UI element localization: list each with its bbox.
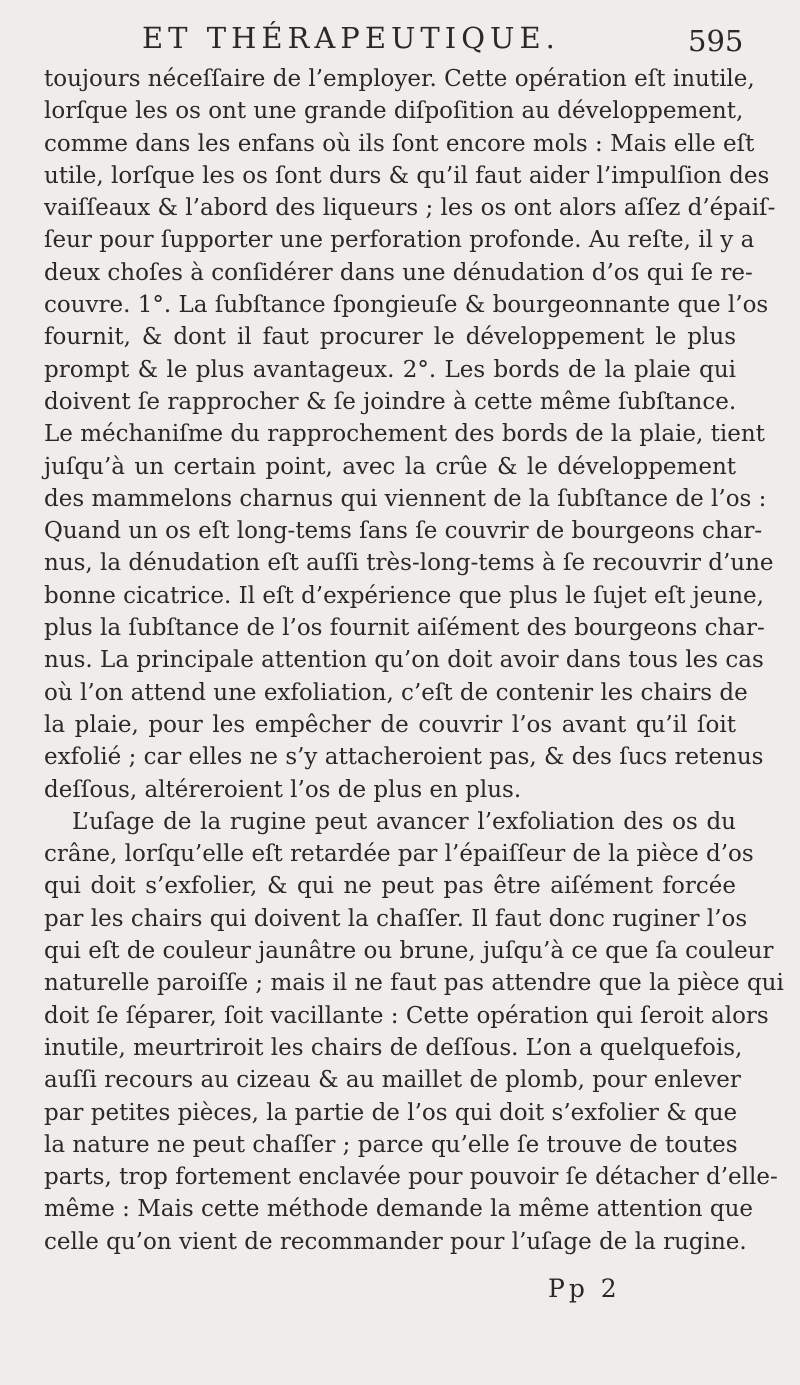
text-line: inutile, meurtriroit les chairs de deſſous. L’on a quelquefois,	[44, 1034, 743, 1061]
paragraph-1	[44, 63, 776, 806]
text-line: parts, trop fortement enclavée pour pouvoir ſe détacher d’elle-	[44, 1164, 778, 1191]
text-line: qui eſt de couleur jaunâtre ou brune, juſqu’à ce que ſa couleur	[44, 938, 774, 965]
text-line: naturelle paroiſſe ; mais il ne faut pas attendre que la pièce qui	[44, 970, 784, 997]
text-line: Le méchaniſme du rapprochement des bords de la plaie, tient	[44, 421, 765, 448]
text-line: bonne cicatrice. Il eſt d’expérience que plus le ſujet eſt jeune,	[44, 582, 764, 609]
text-line: L’uſage de la rugine peut avancer l’exfoliation des os du	[72, 808, 736, 835]
signature-mark: Pp 2	[548, 1274, 621, 1303]
text-line: par petites pièces, la partie de l’os qui doit s’exfolier & que	[44, 1099, 738, 1126]
text-line: comme dans les enfans où ils ſont encore mols : Mais elle eſt	[44, 130, 755, 157]
text-line: plus la ſubſtance de l’os fournit aiſément des bourgeons char-	[44, 615, 765, 642]
text-line: utile, lorſque les os ſont durs & qu’il faut aider l’impulſion des	[44, 162, 770, 189]
text-line: prompt & le plus avantageux. 2°. Les bords de la plaie qui	[44, 356, 736, 383]
page-number: 595	[688, 24, 744, 58]
text-line: deſſous, altéreroient l’os de plus en plus.	[44, 776, 522, 803]
text-line: vaiſſeaux & l’abord des liqueurs ; les os ont alors aſſez d’épaiſ-	[44, 195, 776, 222]
text-line: qui doit s’exfolier, & qui ne peut pas être aiſément forcée	[44, 873, 736, 900]
text-line: doit ſe ſéparer, ſoit vacillante : Cette opération qui ſeroit alors	[44, 1002, 769, 1029]
text-line: des mammelons charnus qui viennent de la ſubſtance de l’os :	[44, 485, 767, 512]
text-line: celle qu’on vient de recommander pour l’uſage de la rugine.	[44, 1228, 747, 1255]
text-line: où l’on attend une exfoliation, c’eſt de contenir les chairs de	[44, 679, 748, 706]
text-line: la plaie, pour les empêcher de couvrir l’os avant qu’il ſoit	[44, 711, 736, 738]
running-head	[0, 18, 800, 58]
text-line: ſeur pour ſupporter une perforation profonde. Au reſte, il y a	[44, 227, 755, 254]
text-line: même : Mais cette méthode demande la même attention que	[44, 1196, 754, 1223]
text-line: nus. La principale attention qu’on doit avoir dans tous les cas	[44, 647, 764, 674]
running-title: ET THÉRAPEUTIQUE.	[142, 21, 560, 55]
text-line: exfolié ; car elles ne s’y attacheroient pas, & des ſucs retenus	[44, 744, 764, 771]
text-line: lorſque les os ont une grande diſpoſition au développement,	[44, 98, 744, 125]
body-text	[44, 63, 784, 1258]
text-line: toujours néceſſaire de l’employer. Cette opération eſt inutile,	[44, 66, 755, 92]
text-line: fournit, & dont il faut procurer le développement le plus	[44, 324, 736, 351]
text-line: Quand un os eſt long-tems ſans ſe couvrir de bourgeons char-	[44, 518, 763, 545]
text-line: couvre. 1°. La ſubſtance ſpongieuſe & bourgeonnante que l’os	[44, 292, 769, 319]
text-line: la nature ne peut chaſſer ; parce qu’elle ſe trouve de toutes	[44, 1131, 738, 1158]
text-line: crâne, lorſqu’elle eſt retardée par l’épaiſſeur de la pièce d’os	[44, 841, 754, 868]
text-line: nus, la dénudation eſt auſſi très-long-tems à ſe recouvrir d’une	[44, 550, 774, 577]
text-line: juſqu’à un certain point, avec la crûe & le développement	[44, 453, 736, 480]
paragraph-2	[44, 806, 784, 1258]
text-line: doivent ſe rapprocher & ſe joindre à cette même ſubſtance.	[44, 388, 737, 415]
text-line: par les chairs qui doivent la chaſſer. Il faut donc ruginer l’os	[44, 905, 748, 932]
text-line: deux choſes à conſidérer dans une dénudation d’os qui ſe re-	[44, 259, 753, 286]
text-line: auſſi recours au cizeau & au maillet de plomb, pour enlever	[44, 1067, 741, 1094]
